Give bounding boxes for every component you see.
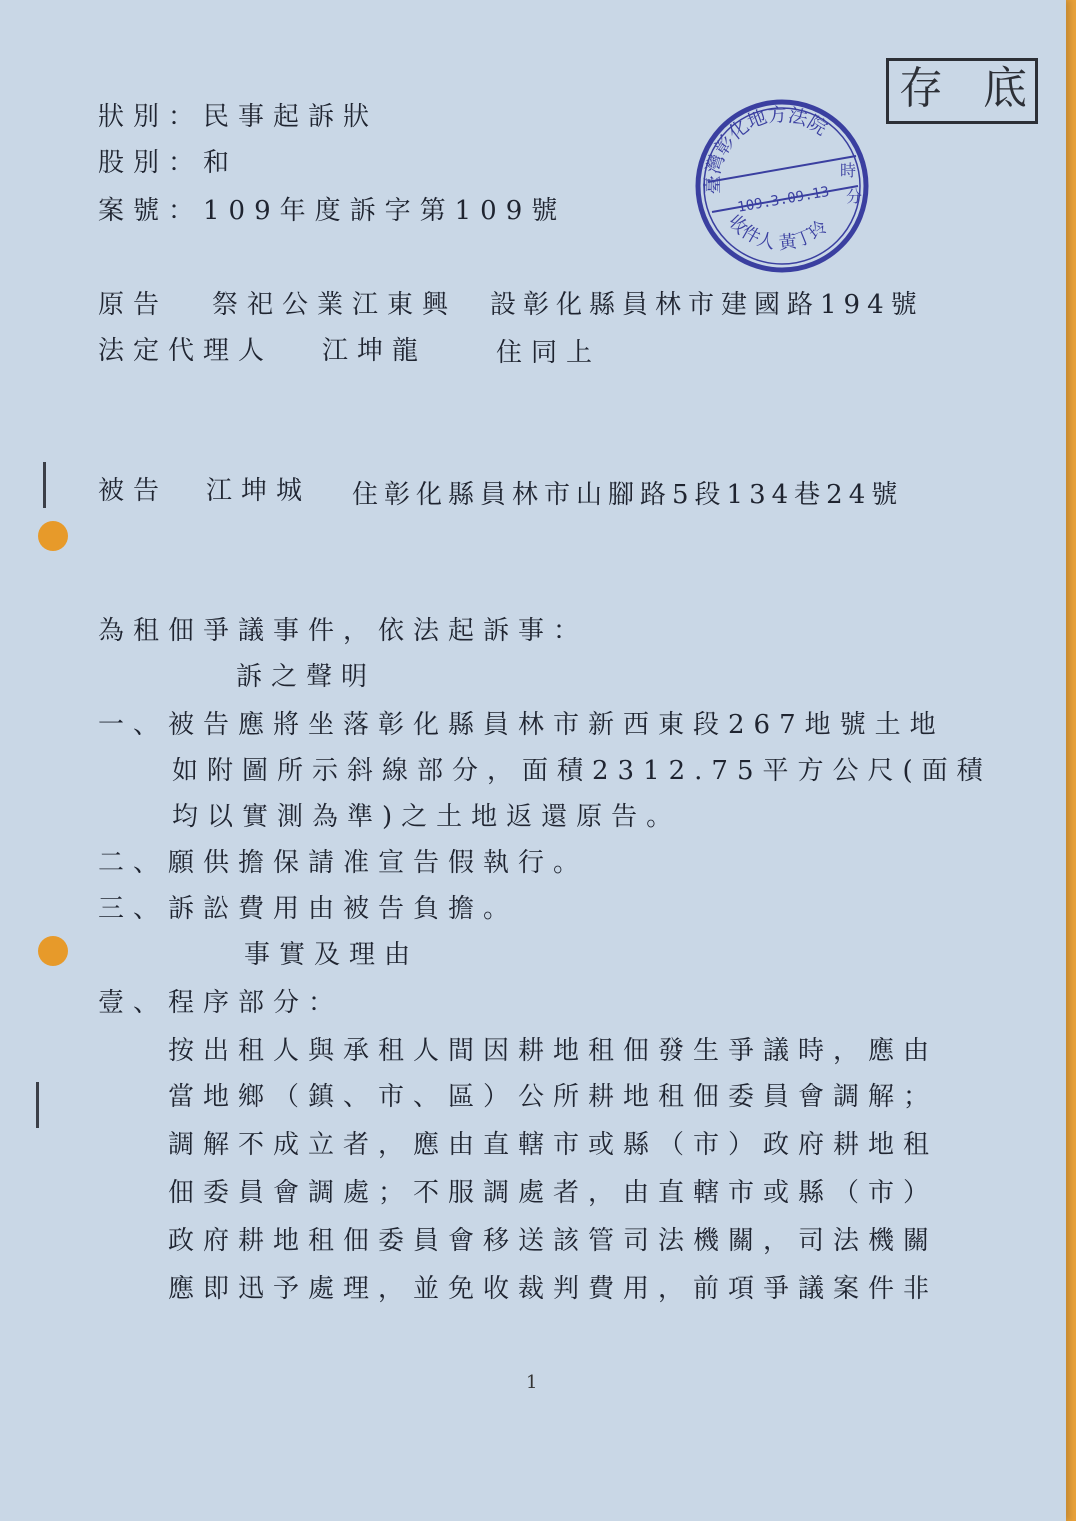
division: 股別：和 xyxy=(98,148,239,178)
claims-heading: 訴之聲明 xyxy=(236,662,377,692)
representative-name: 江坤龍 xyxy=(322,336,428,366)
facts-heading: 事實及理由 xyxy=(244,940,420,970)
paragraph-line-3: 調解不成立者，應由直轄市或縣（市）政府耕地租 xyxy=(168,1130,939,1160)
representative-address: 住同上 xyxy=(496,338,602,368)
punch-hole-top xyxy=(38,521,68,551)
section-1-heading: 壹、程序部分： xyxy=(98,988,344,1018)
intro-line: 為租佃爭議事件，依法起訴事： xyxy=(98,616,589,646)
representative-label: 法定代理人 xyxy=(98,336,274,366)
claim-1-line-2: 如附圖所示斜線部分，面積2312.75平方公尺(面積 xyxy=(172,756,992,786)
seal-minute-label: 分 xyxy=(846,187,863,206)
plaintiff-name: 祭祀公業江東興 xyxy=(212,290,458,320)
punch-hole-bottom xyxy=(38,936,68,966)
paragraph-line-4: 佃委員會調處；不服調處者，由直轄市或縣（市） xyxy=(168,1178,939,1208)
seal-receiver: 收件人 黃丁玲 xyxy=(723,211,832,255)
seal-date: 109.3.09.13 xyxy=(736,183,831,216)
archive-stamp xyxy=(886,58,1038,124)
archive-stamp-char-1: 存 xyxy=(899,63,943,114)
claim-2: 二、願供擔保請准宣告假執行。 xyxy=(98,848,589,878)
paragraph-line-1: 按出租人與承租人間因耕地租佃發生爭議時，應由 xyxy=(168,1036,939,1066)
claim-1-line-1: 一、被告應將坐落彰化縣員林市新西東段267地號土地 xyxy=(98,710,945,740)
paragraph-line-6: 應即迅予處理，並免收裁判費用，前項爭議案件非 xyxy=(168,1274,939,1304)
seal-court-name: 臺灣彰化地方法院 xyxy=(701,103,831,195)
defendant-address: 住彰化縣員林市山腳路5段134巷24號 xyxy=(352,480,904,510)
paragraph-line-2: 當地鄉（鎮、市、區）公所耕地租佃委員會調解； xyxy=(168,1082,939,1112)
binding-mark-bottom xyxy=(36,1082,39,1128)
court-receipt-seal xyxy=(690,94,874,278)
seal-time-label: 時 xyxy=(840,161,857,180)
defendant-label: 被告 xyxy=(98,476,169,506)
defendant-name: 江坤城 xyxy=(206,476,312,506)
form-type: 狀別：民事起訴狀 xyxy=(98,102,379,132)
binding-mark-top xyxy=(43,462,46,508)
page-number: 1 xyxy=(526,1372,538,1393)
paragraph-line-5: 政府耕地租佃委員會移送該管司法機關，司法機關 xyxy=(168,1226,939,1256)
case-number: 案號：109年度訴字第109號 xyxy=(98,196,567,226)
claim-1-line-3: 均以實測為準)之土地返還原告。 xyxy=(172,802,682,832)
plaintiff-label: 原告 xyxy=(98,290,169,320)
archive-stamp-char-2: 底 xyxy=(983,63,1027,114)
plaintiff-address: 設彰化縣員林市建國路194號 xyxy=(490,290,924,320)
claim-3: 三、訴訟費用由被告負擔。 xyxy=(98,894,519,924)
